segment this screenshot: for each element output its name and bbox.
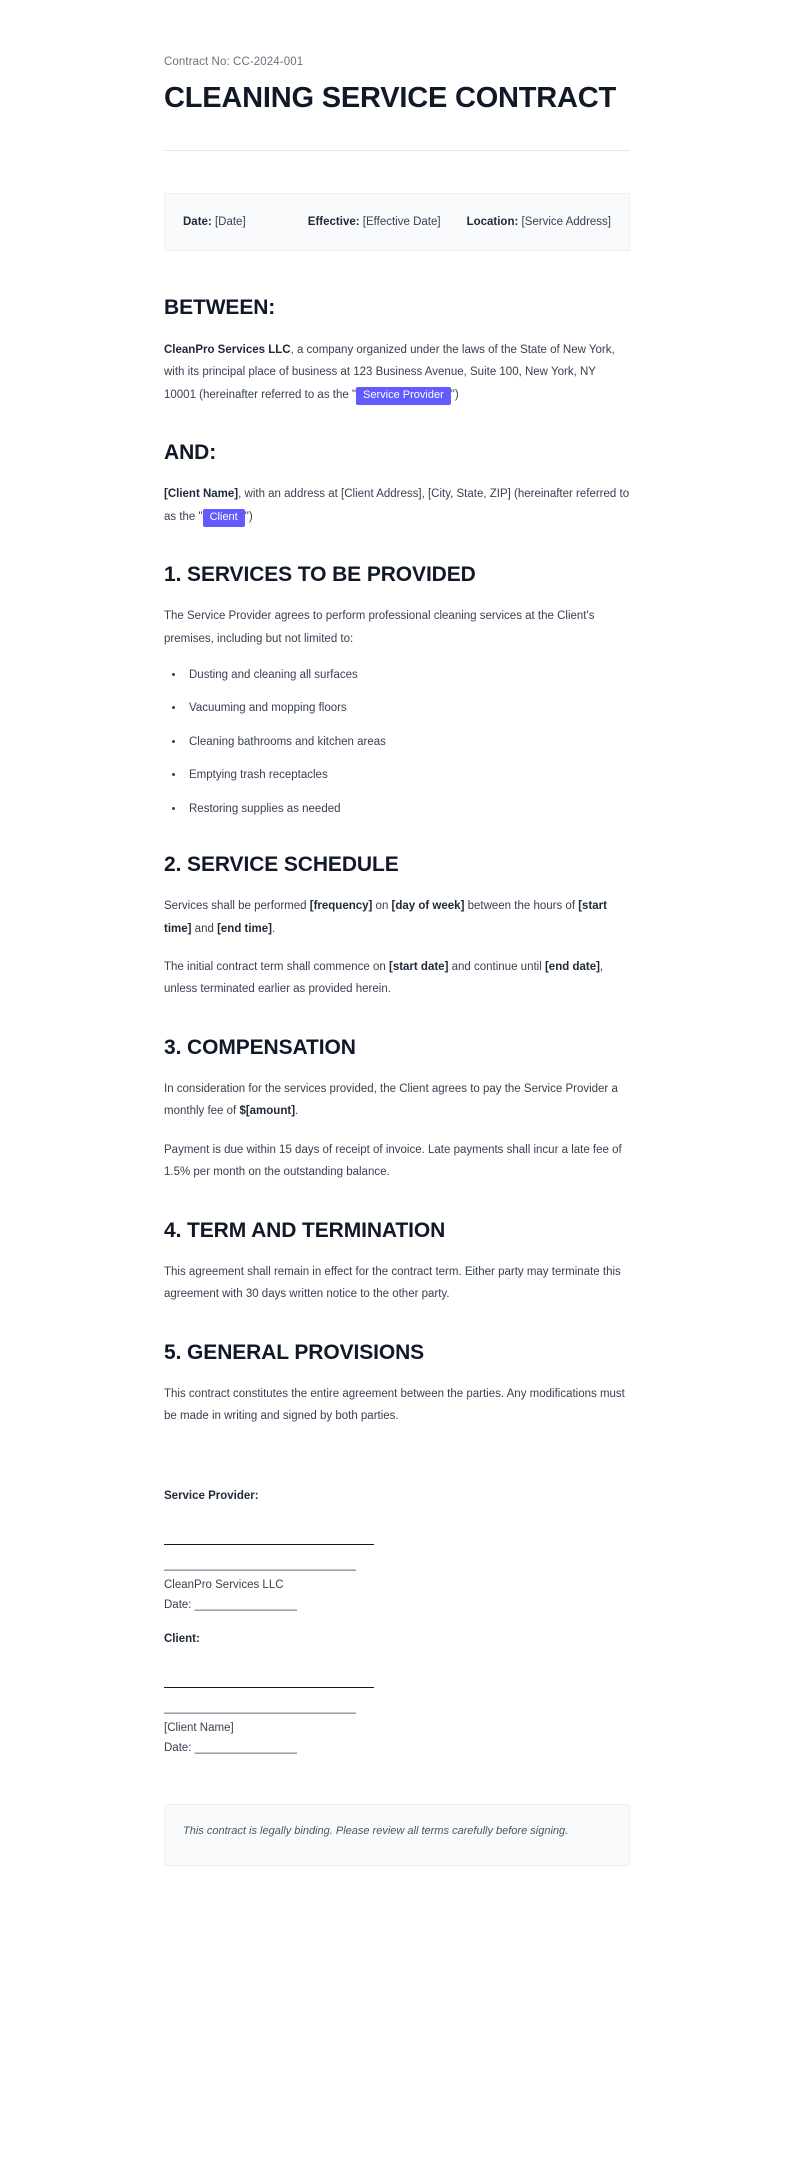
provider-signature-role: Service Provider: [164,1489,259,1502]
schedule-p1-d: and [191,922,218,935]
meta-location-value: [Service Address] [521,216,611,229]
term-heading: 4. TERM AND TERMINATION [164,1218,446,1242]
list-item: • Dusting and cleaning all surfaces [185,666,630,684]
placeholder-day-of-week: [day of week] [391,900,465,913]
header-divider [164,150,630,151]
legal-notice-text: This contract is legally binding. Please review all terms carefully before signing. [183,1825,569,1838]
client-signature-role: Client: [164,1633,200,1646]
client-signature-underscores: ______________________________ [164,1702,356,1715]
services-list [164,666,630,818]
schedule-p1-c: between the hours of [464,900,579,913]
client-badge: Client [203,509,245,528]
provider-signature-underscores: ______________________________ [164,1558,356,1571]
between-paragraph [164,339,630,406]
section-compensation [164,1035,630,1184]
provider-legal-name: CleanPro Services LLC [164,343,291,356]
service-provider-badge: Service Provider [356,387,451,406]
between-text-1: , a company organized under the laws of the State of New York, with its principal place of business at 123 Business Avenue, Suite 100, New York, NY 10001 (hereinafter referred to as the " [164,343,615,401]
placeholder-amount: $[amount] [239,1105,296,1118]
provider-signature-line[interactable] [164,1544,374,1545]
placeholder-end-time: [end time] [217,922,273,935]
schedule-paragraph-2 [164,956,630,1001]
schedule-paragraph-1 [164,895,630,940]
section-services [164,562,630,818]
meta-item-location [467,216,611,228]
client-signature-name: [Client Name] [164,1722,234,1735]
signature-block-provider [164,1490,630,1615]
contract-number: Contract No: CC-2024-001 [164,56,304,68]
meta-item-effective [308,216,441,228]
document-body [164,56,630,1866]
provider-signature-name: CleanPro Services LLC [164,1579,284,1591]
compensation-p1-a: In consideration for the services provided, the Client agrees to pay the Service Provider a monthly fee of [164,1083,618,1118]
section-and [164,440,630,528]
provider-signature-date[interactable]: Date: ________________ [164,1598,298,1611]
compensation-heading: 3. COMPENSATION [164,1035,356,1059]
signature-area [164,1490,630,1759]
placeholder-start-date: [start date] [388,960,449,973]
document-header [164,56,630,151]
section-general-provisions [164,1340,630,1428]
list-item: • Emptying trash receptacles [185,766,630,784]
general-heading: 5. GENERAL PROVISIONS [164,1340,425,1364]
services-intro: The Service Provider agrees to perform professional cleaning services at the Client's premises, including but not limited to: [164,610,595,645]
between-text-2: ") [450,388,459,401]
section-term-termination [164,1218,630,1306]
compensation-paragraph-1 [164,1078,630,1123]
schedule-heading: 2. SERVICE SCHEDULE [164,852,399,876]
page-title: CLEANING SERVICE CONTRACT [164,82,617,114]
signature-block-client [164,1633,630,1758]
services-heading: 1. SERVICES TO BE PROVIDED [164,562,476,586]
placeholder-end-date: [end date] [544,960,600,973]
schedule-p2-b: and continue until [448,960,545,973]
and-heading: AND: [164,440,217,464]
and-paragraph [164,483,630,528]
client-legal-name: [Client Name] [164,488,239,501]
contract-meta-bar [164,193,630,251]
meta-date-value: [Date] [214,216,246,229]
schedule-p2-a: The initial contract term shall commence on [164,960,389,973]
section-between [164,295,630,405]
general-paragraph: This contract constitutes the entire agreement between the parties. Any modifications must be made in writing and signed by both parties. [164,1387,625,1423]
legal-notice-box [164,1804,630,1866]
meta-item-date [183,216,246,228]
compensation-paragraph-2: Payment is due within 15 days of receipt of invoice. Late payments shall incur a late fee of 1.5% per month on the outstanding balance. [164,1143,622,1179]
list-item: • Restoring supplies as needed [185,800,630,818]
meta-date-label: Date: [183,216,212,229]
list-item: • Vacuuming and mopping floors [185,699,630,717]
schedule-p1-e: . [272,922,276,935]
and-text-1: , with an address at [Client Address], [City, State, ZIP] (hereinafter referred to as the " [164,488,630,523]
placeholder-start-time: [start time] [164,900,607,935]
section-schedule [164,852,630,1001]
schedule-p1-a: Services shall be performed [164,900,310,913]
client-signature-line[interactable] [164,1687,374,1688]
schedule-p2-c: , unless terminated earlier as provided herein. [164,960,604,996]
and-text-2: ") [244,510,253,523]
schedule-p1-b: on [372,900,392,913]
meta-effective-label: Effective: [307,216,360,229]
compensation-p1-b: . [295,1105,299,1118]
between-heading: BETWEEN: [164,296,276,320]
placeholder-frequency: [frequency] [309,900,373,913]
client-signature-date[interactable]: Date: ________________ [164,1741,298,1754]
list-item: • Cleaning bathrooms and kitchen areas [185,733,630,751]
meta-location-label: Location: [466,216,519,229]
term-paragraph: This agreement shall remain in effect for the contract term. Either party may terminate this agreement with 30 days written notice to the other party. [164,1265,621,1301]
meta-effective-value: [Effective Date] [362,216,441,229]
